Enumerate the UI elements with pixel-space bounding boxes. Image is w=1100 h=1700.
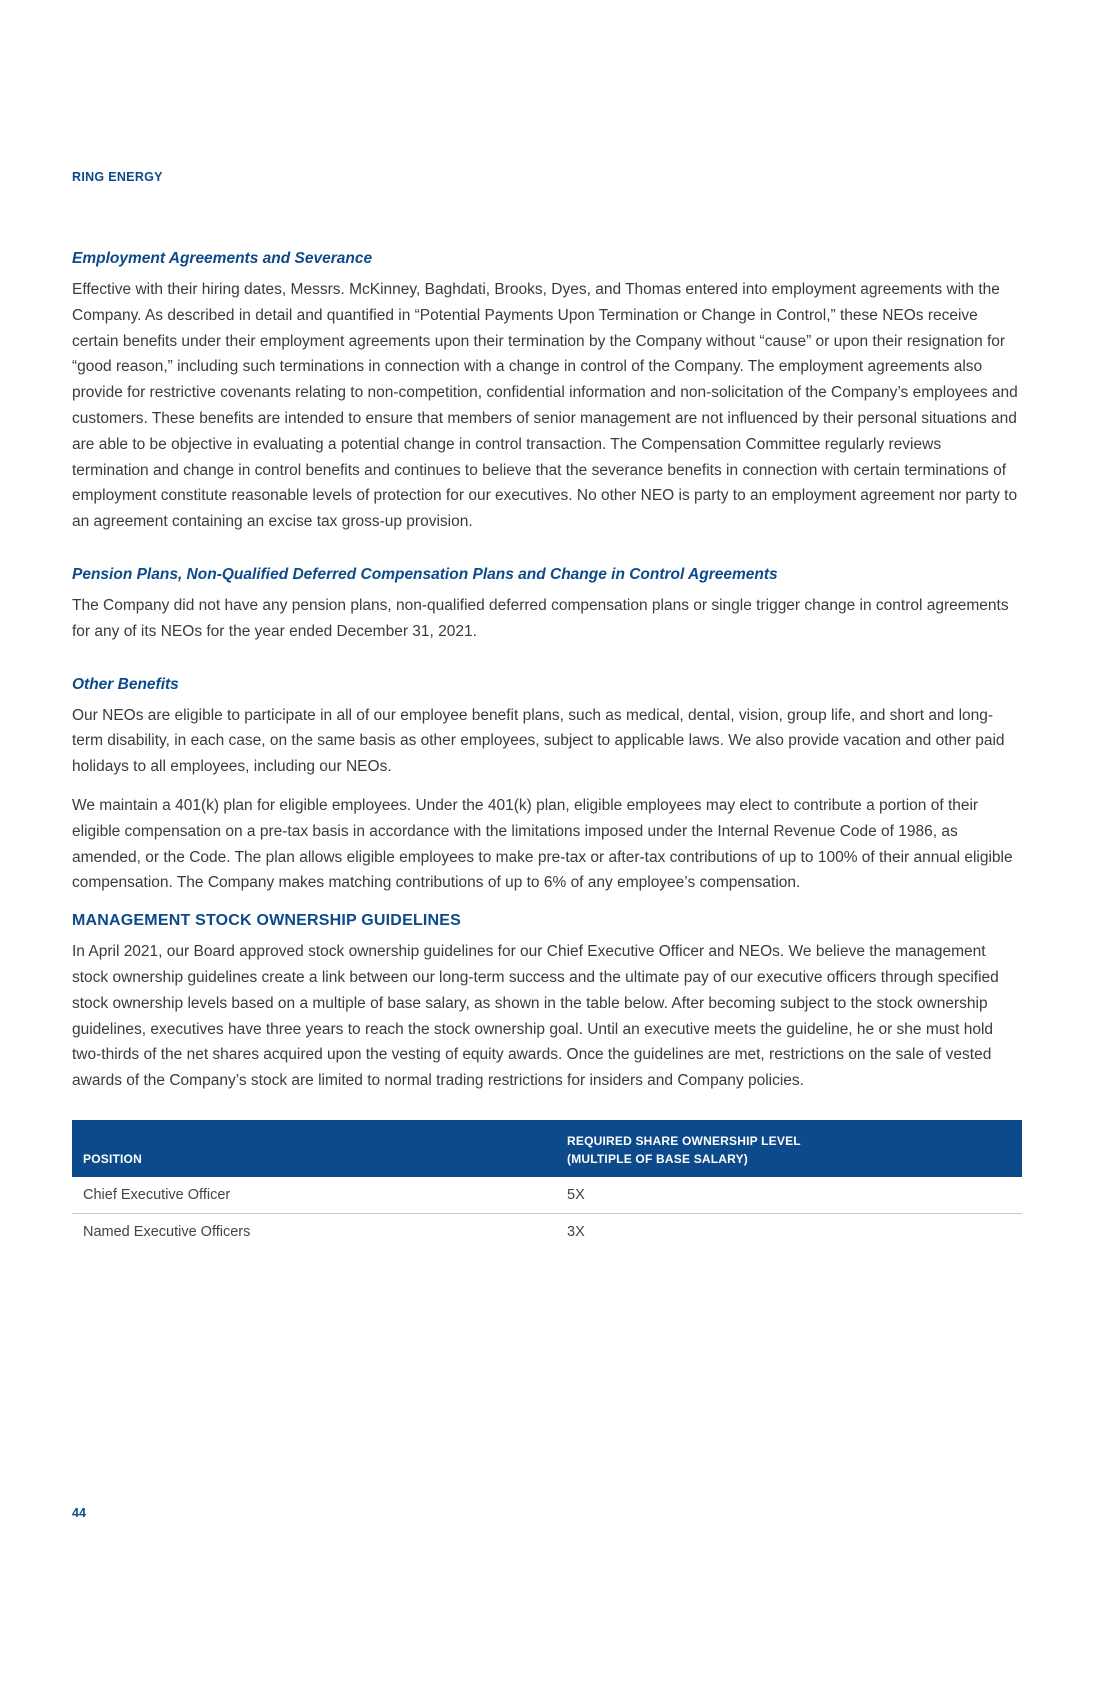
table-row: [72, 1213, 1022, 1250]
employment-paragraph: Effective with their hiring dates, Messrs. McKinney, Baghdati, Brooks, Dyes, and Thomas entered into employment agreements with the Company. As described in detail and quantified in “Potential Payments Upon Termination or Change in Control,” these NEOs receive certain benefits under their employment agreements upon their termination by the Company without “cause” or upon their resignation for “good reason,” including such terminations in connection with a change in control of the Company. The employment agreements also provide for restrictive covenants relating to non-competition, confidential information and non-solicitation of the Company’s employees and customers. These benefits are intended to ensure that members of senior management are not influenced by their personal situations and are able to be objective in evaluating a potential change in control transaction. The Compensation Committee regularly reviews termination and change in control benefits and continues to believe that the severance benefits in connection with certain terminations of employment constitute reasonable levels of protection for our executives. No other NEO is party to an employment agreement nor party to an agreement containing an excise tax gross-up provision.: [72, 281, 1018, 531]
stock-ownership-paragraph: In April 2021, our Board approved stock ownership guidelines for our Chief Executive Officer and NEOs. We believe the management stock ownership guidelines create a link between our long-term success and the ultimate pay of our executive officers through specified stock ownership levels based on a multiple of base salary, as shown in the table below. After becoming subject to the stock ownership guidelines, executives have three years to reach the stock ownership goal. Until an executive meets the guideline, he or she must hold two-thirds of the net shares acquired upon the vesting of equity awards. Once the guidelines are met, restrictions on the sale of vested awards of the Company’s stock are limited to normal trading restrictions for insiders and Company policies.: [72, 943, 999, 1090]
other-benefits-paragraph-2: We maintain a 401(k) plan for eligible employees. Under the 401(k) plan, eligible employees may elect to contribute a portion of their eligible compensation on a pre-tax basis in accordance with the limitations imposed under the Internal Revenue Code of 1986, as amended, or the Code. The plan allows eligible employees to make pre-tax or after-tax contributions of up to 100% of their annual eligible compensation. The Company makes matching contributions of up to 6% of any employee’s compensation.: [72, 796, 1013, 892]
employment-heading: Employment Agreements and Severance: [72, 250, 373, 267]
header-level-line1: REQUIRED SHARE OWNERSHIP LEVEL: [567, 1133, 801, 1148]
page-content: [72, 250, 1022, 1250]
page-number: 44: [72, 1506, 86, 1520]
row-position: Chief Executive Officer: [72, 1177, 556, 1214]
table-row: [72, 1177, 1022, 1214]
company-header: RING ENERGY: [72, 170, 163, 184]
other-benefits-paragraph-1: Our NEOs are eligible to participate in all of our employee benefit plans, such as medical, dental, vision, group life, and short and long-term disability, in each case, on the same basis as other employees, subject to applicable laws. We also provide vacation and other paid holidays to all employees, including our NEOs.: [72, 706, 1005, 776]
row-level: 3X: [567, 1223, 585, 1240]
header-ownership-level: [556, 1120, 1022, 1177]
header-position: POSITION: [72, 1120, 556, 1177]
ownership-table: [72, 1120, 1022, 1250]
row-position: Named Executive Officers: [83, 1223, 251, 1240]
table-header-row: [72, 1120, 1022, 1177]
stock-ownership-heading: MANAGEMENT STOCK OWNERSHIP GUIDELINES: [72, 912, 462, 930]
pension-paragraph: The Company did not have any pension plans, non-qualified deferred compensation plans or single trigger change in control agreements for any of its NEOs for the year ended December 31, 2021.: [72, 596, 1009, 640]
pension-heading: Pension Plans, Non-Qualified Deferred Compensation Plans and Change in Control Agreements: [72, 565, 778, 583]
row-level: 5X: [556, 1177, 1022, 1214]
other-benefits-heading: Other Benefits: [72, 675, 179, 693]
header-level-line2: (MULTIPLE OF BASE SALARY): [567, 1151, 748, 1166]
